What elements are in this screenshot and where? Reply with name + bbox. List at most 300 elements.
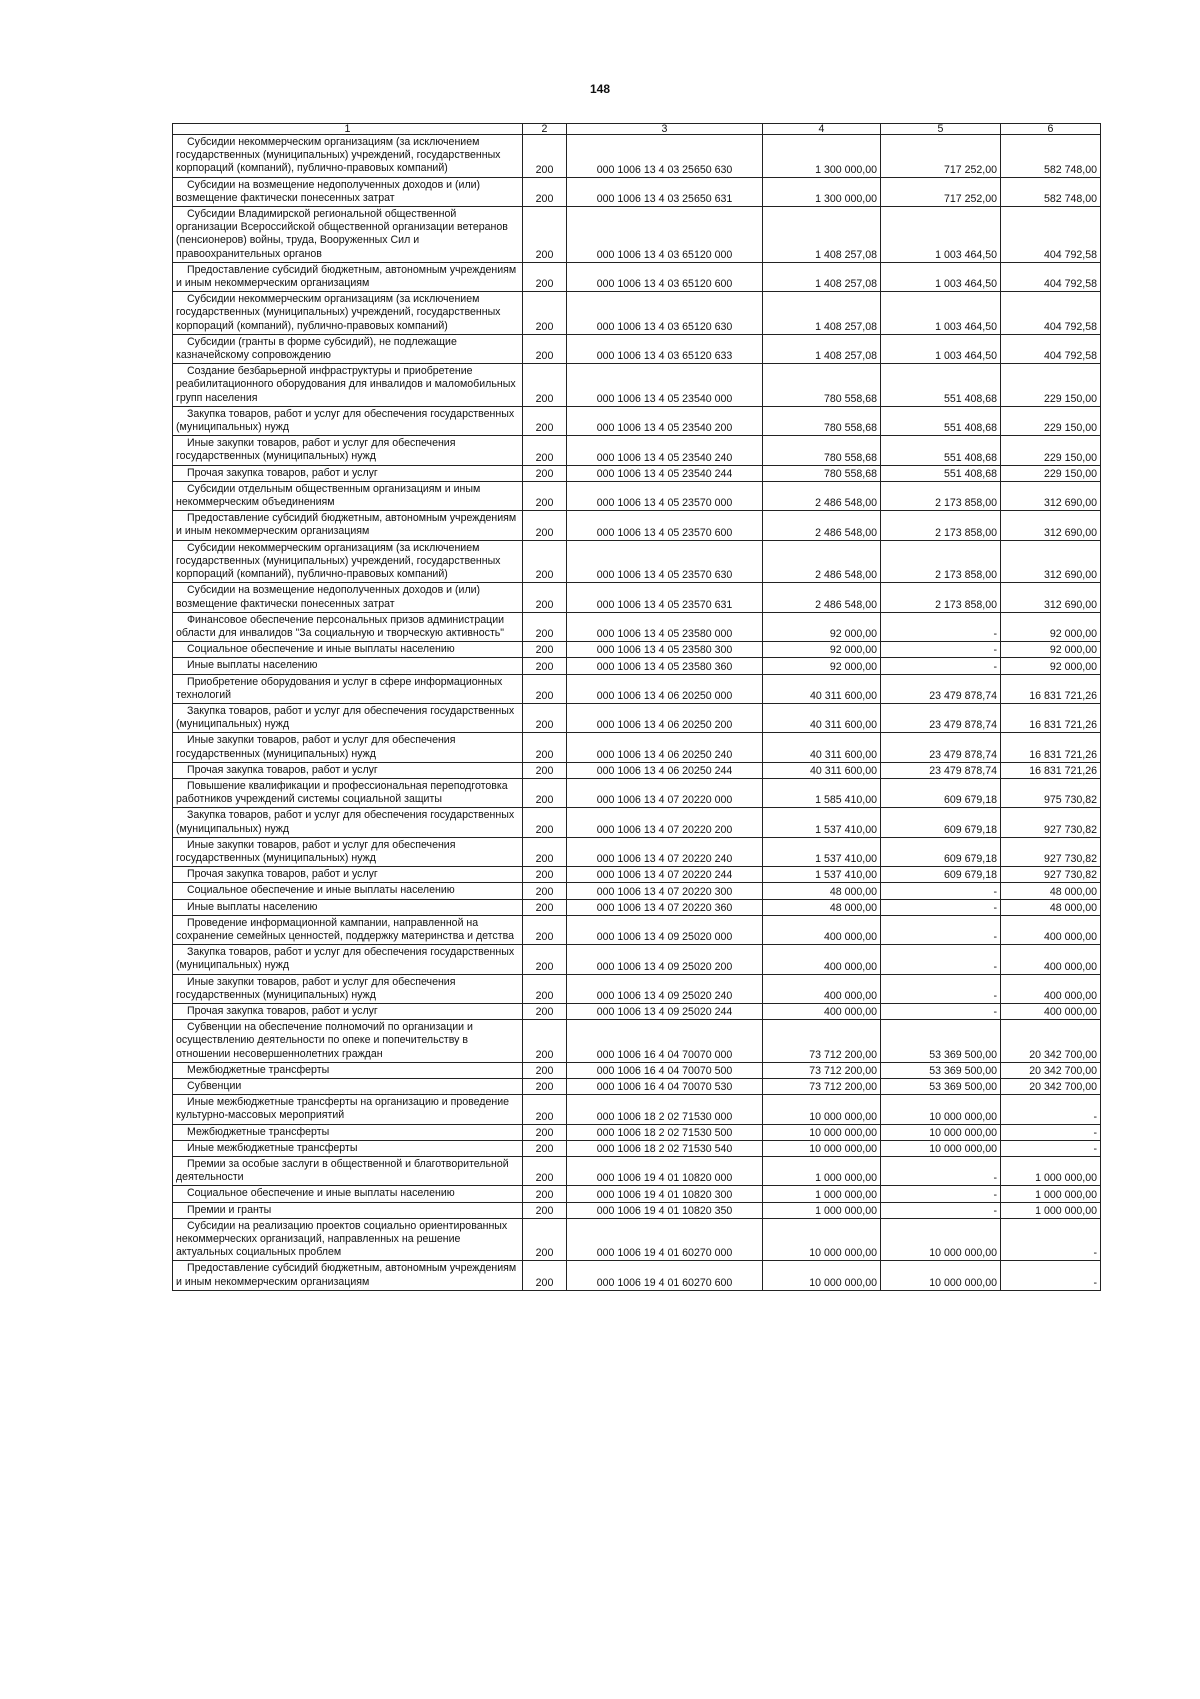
row-column-4-cell: 400 000,00 — [763, 974, 881, 1003]
row-column-4-cell: 1 585 410,00 — [763, 778, 881, 807]
row-column-5-cell: - — [881, 915, 1001, 944]
table-row — [173, 465, 1101, 481]
row-column-6-cell: 16 831 721,26 — [1001, 674, 1101, 703]
row-column-6-cell: 20 342 700,00 — [1001, 1062, 1101, 1078]
row-column-4-cell: 73 712 200,00 — [763, 1020, 881, 1063]
row-admin-code-cell: 200 — [523, 883, 567, 899]
row-name-cell: Субсидии некоммерческим организациям (за исключением государственных (муниципальных) учреждений, государственных корпораций (компаний), публично-правовых компаний) — [173, 135, 523, 178]
table-row — [173, 867, 1101, 883]
row-admin-code-cell: 200 — [523, 364, 567, 407]
row-admin-code-cell: 200 — [523, 808, 567, 837]
row-column-6-cell: 1 000 000,00 — [1001, 1186, 1101, 1202]
row-admin-code-cell: 200 — [523, 658, 567, 674]
row-column-5-cell: - — [881, 883, 1001, 899]
budget-table — [172, 123, 1101, 1291]
row-column-4-cell: 1 408 257,08 — [763, 292, 881, 335]
row-column-6-cell: 400 000,00 — [1001, 974, 1101, 1003]
row-column-4-cell: 92 000,00 — [763, 658, 881, 674]
row-classification-code-cell: 000 1006 13 4 03 25650 631 — [567, 177, 763, 206]
row-admin-code-cell: 200 — [523, 177, 567, 206]
row-column-6-cell: - — [1001, 1218, 1101, 1261]
row-name-cell: Закупка товаров, работ и услуг для обеспечения государственных (муниципальных) нужд — [173, 945, 523, 974]
row-column-4-cell: 40 311 600,00 — [763, 762, 881, 778]
row-column-4-cell: 1 000 000,00 — [763, 1186, 881, 1202]
row-column-5-cell: 609 679,18 — [881, 778, 1001, 807]
table-row — [173, 733, 1101, 762]
table-row — [173, 406, 1101, 435]
row-column-4-cell: 1 537 410,00 — [763, 837, 881, 866]
row-column-6-cell: 975 730,82 — [1001, 778, 1101, 807]
row-column-6-cell: 48 000,00 — [1001, 899, 1101, 915]
table-row — [173, 292, 1101, 335]
row-classification-code-cell: 000 1006 18 2 02 71530 000 — [567, 1095, 763, 1124]
table-row — [173, 837, 1101, 866]
row-name-cell: Субсидии некоммерческим организациям (за исключением государственных (муниципальных) учреждений, государственных корпораций (компаний), публично-правовых компаний) — [173, 292, 523, 335]
row-name-cell: Проведение информационной кампании, направленной на сохранение семейных ценностей, поддержку материнства и детства — [173, 915, 523, 944]
row-classification-code-cell: 000 1006 13 4 07 20220 240 — [567, 837, 763, 866]
row-admin-code-cell: 200 — [523, 540, 567, 583]
row-name-cell: Иные выплаты населению — [173, 899, 523, 915]
row-name-cell: Субсидии отдельным общественным организациям и иным некоммерческим объединениям — [173, 481, 523, 510]
row-column-6-cell: 582 748,00 — [1001, 177, 1101, 206]
table-row — [173, 177, 1101, 206]
row-column-5-cell: 551 408,68 — [881, 436, 1001, 465]
row-name-cell: Субсидии на возмещение недополученных доходов и (или) возмещение фактически понесенных затрат — [173, 583, 523, 612]
row-column-5-cell: 10 000 000,00 — [881, 1124, 1001, 1140]
table-row — [173, 1124, 1101, 1140]
row-column-5-cell: - — [881, 1157, 1001, 1186]
row-column-5-cell: 2 173 858,00 — [881, 540, 1001, 583]
row-admin-code-cell: 200 — [523, 406, 567, 435]
row-column-5-cell: - — [881, 974, 1001, 1003]
row-column-6-cell: 16 831 721,26 — [1001, 762, 1101, 778]
row-admin-code-cell: 200 — [523, 899, 567, 915]
row-classification-code-cell: 000 1006 13 4 07 20220 200 — [567, 808, 763, 837]
table-row — [173, 703, 1101, 732]
row-column-5-cell: 23 479 878,74 — [881, 762, 1001, 778]
row-classification-code-cell: 000 1006 13 4 06 20250 200 — [567, 703, 763, 732]
row-name-cell: Субвенции на обеспечение полномочий по организации и осуществлению деятельности по опеке и попечительству в отношении несовершеннолетних граждан — [173, 1020, 523, 1063]
row-classification-code-cell: 000 1006 16 4 04 70070 000 — [567, 1020, 763, 1063]
row-classification-code-cell: 000 1006 13 4 09 25020 240 — [567, 974, 763, 1003]
row-admin-code-cell: 200 — [523, 674, 567, 703]
row-classification-code-cell: 000 1006 16 4 04 70070 500 — [567, 1062, 763, 1078]
row-admin-code-cell: 200 — [523, 334, 567, 363]
row-column-6-cell: 582 748,00 — [1001, 135, 1101, 178]
row-name-cell: Межбюджетные трансферты — [173, 1124, 523, 1140]
row-column-5-cell: 551 408,68 — [881, 465, 1001, 481]
row-classification-code-cell: 000 1006 13 4 06 20250 000 — [567, 674, 763, 703]
row-column-5-cell: 717 252,00 — [881, 177, 1001, 206]
row-column-5-cell: - — [881, 658, 1001, 674]
row-column-4-cell: 2 486 548,00 — [763, 511, 881, 540]
row-column-5-cell: 2 173 858,00 — [881, 511, 1001, 540]
row-column-6-cell: - — [1001, 1261, 1101, 1290]
row-column-5-cell: - — [881, 1003, 1001, 1019]
table-row — [173, 1095, 1101, 1124]
row-column-5-cell: 609 679,18 — [881, 867, 1001, 883]
table-row — [173, 762, 1101, 778]
table-row — [173, 642, 1101, 658]
row-classification-code-cell: 000 1006 13 4 07 20220 360 — [567, 899, 763, 915]
row-column-4-cell: 73 712 200,00 — [763, 1079, 881, 1095]
table-row — [173, 583, 1101, 612]
row-column-6-cell: 927 730,82 — [1001, 837, 1101, 866]
row-column-5-cell: - — [881, 945, 1001, 974]
row-column-6-cell: 927 730,82 — [1001, 867, 1101, 883]
row-column-6-cell: 404 792,58 — [1001, 292, 1101, 335]
row-column-5-cell: 717 252,00 — [881, 135, 1001, 178]
table-row — [173, 334, 1101, 363]
row-column-5-cell: 23 479 878,74 — [881, 703, 1001, 732]
row-column-6-cell: 404 792,58 — [1001, 207, 1101, 263]
row-column-6-cell: 404 792,58 — [1001, 262, 1101, 291]
row-column-6-cell: 92 000,00 — [1001, 658, 1101, 674]
row-column-5-cell: 10 000 000,00 — [881, 1095, 1001, 1124]
table-row — [173, 674, 1101, 703]
column-header-4: 4 — [763, 124, 881, 135]
row-classification-code-cell: 000 1006 19 4 01 10820 350 — [567, 1202, 763, 1218]
row-column-5-cell: 23 479 878,74 — [881, 674, 1001, 703]
row-name-cell: Премии за особые заслуги в общественной и благотворительной деятельности — [173, 1157, 523, 1186]
row-admin-code-cell: 200 — [523, 733, 567, 762]
table-row — [173, 511, 1101, 540]
row-column-4-cell: 780 558,68 — [763, 465, 881, 481]
row-name-cell: Иные выплаты населению — [173, 658, 523, 674]
row-name-cell: Прочая закупка товаров, работ и услуг — [173, 762, 523, 778]
table-row — [173, 364, 1101, 407]
row-admin-code-cell: 200 — [523, 974, 567, 1003]
row-admin-code-cell: 200 — [523, 1202, 567, 1218]
row-column-6-cell: 312 690,00 — [1001, 481, 1101, 510]
row-classification-code-cell: 000 1006 13 4 05 23570 000 — [567, 481, 763, 510]
row-classification-code-cell: 000 1006 13 4 06 20250 244 — [567, 762, 763, 778]
row-column-6-cell: 400 000,00 — [1001, 915, 1101, 944]
row-name-cell: Прочая закупка товаров, работ и услуг — [173, 465, 523, 481]
row-column-4-cell: 92 000,00 — [763, 612, 881, 641]
table-row — [173, 808, 1101, 837]
row-column-6-cell: 312 690,00 — [1001, 583, 1101, 612]
row-admin-code-cell: 200 — [523, 642, 567, 658]
row-column-4-cell: 10 000 000,00 — [763, 1124, 881, 1140]
row-column-6-cell: 927 730,82 — [1001, 808, 1101, 837]
row-column-4-cell: 1 537 410,00 — [763, 867, 881, 883]
table-row — [173, 1140, 1101, 1156]
row-name-cell: Иные закупки товаров, работ и услуг для обеспечения государственных (муниципальных) нужд — [173, 974, 523, 1003]
row-admin-code-cell: 200 — [523, 436, 567, 465]
row-column-4-cell: 1 000 000,00 — [763, 1157, 881, 1186]
row-classification-code-cell: 000 1006 19 4 01 60270 600 — [567, 1261, 763, 1290]
row-column-4-cell: 92 000,00 — [763, 642, 881, 658]
row-classification-code-cell: 000 1006 13 4 09 25020 000 — [567, 915, 763, 944]
table-row — [173, 1079, 1101, 1095]
row-column-5-cell: - — [881, 899, 1001, 915]
row-classification-code-cell: 000 1006 13 4 03 65120 000 — [567, 207, 763, 263]
row-admin-code-cell: 200 — [523, 1218, 567, 1261]
row-admin-code-cell: 200 — [523, 262, 567, 291]
row-name-cell: Предоставление субсидий бюджетным, автономным учреждениям и иным некоммерческим организациям — [173, 262, 523, 291]
row-classification-code-cell: 000 1006 13 4 03 65120 633 — [567, 334, 763, 363]
row-admin-code-cell: 200 — [523, 1079, 567, 1095]
row-column-4-cell: 1 300 000,00 — [763, 177, 881, 206]
row-column-5-cell: 23 479 878,74 — [881, 733, 1001, 762]
table-row — [173, 1157, 1101, 1186]
row-column-4-cell: 400 000,00 — [763, 945, 881, 974]
row-name-cell: Создание безбарьерной инфраструктуры и приобретение реабилитационного оборудования для инвалидов и маломобильных групп населения — [173, 364, 523, 407]
row-column-4-cell: 40 311 600,00 — [763, 703, 881, 732]
row-name-cell: Закупка товаров, работ и услуг для обеспечения государственных (муниципальных) нужд — [173, 406, 523, 435]
row-classification-code-cell: 000 1006 19 4 01 10820 300 — [567, 1186, 763, 1202]
row-column-4-cell: 48 000,00 — [763, 899, 881, 915]
row-column-5-cell: 10 000 000,00 — [881, 1218, 1001, 1261]
table-row — [173, 1261, 1101, 1290]
row-classification-code-cell: 000 1006 18 2 02 71530 500 — [567, 1124, 763, 1140]
row-column-5-cell: 2 173 858,00 — [881, 481, 1001, 510]
row-name-cell: Иные межбюджетные трансферты на организацию и проведение культурно-массовых мероприятий — [173, 1095, 523, 1124]
table-row — [173, 658, 1101, 674]
row-name-cell: Субсидии некоммерческим организациям (за исключением государственных (муниципальных) учреждений, государственных корпораций (компаний), публично-правовых компаний) — [173, 540, 523, 583]
row-admin-code-cell: 200 — [523, 867, 567, 883]
row-classification-code-cell: 000 1006 13 4 05 23540 240 — [567, 436, 763, 465]
row-name-cell: Прочая закупка товаров, работ и услуг — [173, 867, 523, 883]
row-classification-code-cell: 000 1006 13 4 05 23570 631 — [567, 583, 763, 612]
row-classification-code-cell: 000 1006 13 4 07 20220 244 — [567, 867, 763, 883]
row-admin-code-cell: 200 — [523, 915, 567, 944]
row-column-6-cell: 312 690,00 — [1001, 511, 1101, 540]
row-column-6-cell: 400 000,00 — [1001, 1003, 1101, 1019]
table-row — [173, 481, 1101, 510]
table-body — [173, 135, 1101, 1291]
row-column-6-cell: 92 000,00 — [1001, 612, 1101, 641]
row-column-4-cell: 400 000,00 — [763, 915, 881, 944]
row-classification-code-cell: 000 1006 13 4 03 25650 630 — [567, 135, 763, 178]
row-column-6-cell: 48 000,00 — [1001, 883, 1101, 899]
table-row — [173, 1202, 1101, 1218]
row-column-4-cell: 10 000 000,00 — [763, 1261, 881, 1290]
row-column-4-cell: 40 311 600,00 — [763, 674, 881, 703]
row-column-6-cell: 229 150,00 — [1001, 465, 1101, 481]
row-name-cell: Субсидии на реализацию проектов социально ориентированных некоммерческих организаций, направленных на решение актуальных социальных проблем — [173, 1218, 523, 1261]
row-classification-code-cell: 000 1006 13 4 03 65120 630 — [567, 292, 763, 335]
row-column-6-cell: 400 000,00 — [1001, 945, 1101, 974]
row-column-4-cell: 40 311 600,00 — [763, 733, 881, 762]
row-column-6-cell: - — [1001, 1140, 1101, 1156]
table-row — [173, 1218, 1101, 1261]
table-row — [173, 135, 1101, 178]
row-column-4-cell: 2 486 548,00 — [763, 481, 881, 510]
row-column-6-cell: 16 831 721,26 — [1001, 703, 1101, 732]
row-column-4-cell: 10 000 000,00 — [763, 1140, 881, 1156]
column-header-5: 5 — [881, 124, 1001, 135]
row-classification-code-cell: 000 1006 13 4 03 65120 600 — [567, 262, 763, 291]
row-name-cell: Субвенции — [173, 1079, 523, 1095]
row-admin-code-cell: 200 — [523, 135, 567, 178]
row-column-6-cell: 16 831 721,26 — [1001, 733, 1101, 762]
row-classification-code-cell: 000 1006 19 4 01 60270 000 — [567, 1218, 763, 1261]
row-name-cell: Иные закупки товаров, работ и услуг для обеспечения государственных (муниципальных) нужд — [173, 733, 523, 762]
row-classification-code-cell: 000 1006 13 4 05 23540 244 — [567, 465, 763, 481]
row-column-5-cell: 551 408,68 — [881, 406, 1001, 435]
row-column-4-cell: 780 558,68 — [763, 406, 881, 435]
row-classification-code-cell: 000 1006 16 4 04 70070 530 — [567, 1079, 763, 1095]
row-column-6-cell: 312 690,00 — [1001, 540, 1101, 583]
table-row — [173, 899, 1101, 915]
row-name-cell: Закупка товаров, работ и услуг для обеспечения государственных (муниципальных) нужд — [173, 808, 523, 837]
row-name-cell: Повышение квалификации и профессиональная переподготовка работников учреждений системы социальной защиты — [173, 778, 523, 807]
row-column-5-cell: - — [881, 1186, 1001, 1202]
row-column-6-cell: 1 000 000,00 — [1001, 1157, 1101, 1186]
row-name-cell: Субсидии на возмещение недополученных доходов и (или) возмещение фактически понесенных затрат — [173, 177, 523, 206]
row-column-4-cell: 1 408 257,08 — [763, 334, 881, 363]
row-name-cell: Социальное обеспечение и иные выплаты населению — [173, 642, 523, 658]
row-column-5-cell: 1 003 464,50 — [881, 207, 1001, 263]
row-classification-code-cell: 000 1006 18 2 02 71530 540 — [567, 1140, 763, 1156]
row-name-cell: Иные межбюджетные трансферты — [173, 1140, 523, 1156]
row-name-cell: Предоставление субсидий бюджетным, автономным учреждениям и иным некоммерческим организациям — [173, 1261, 523, 1290]
row-column-5-cell: 551 408,68 — [881, 364, 1001, 407]
row-column-6-cell: 229 150,00 — [1001, 436, 1101, 465]
row-column-4-cell: 2 486 548,00 — [763, 583, 881, 612]
row-name-cell: Закупка товаров, работ и услуг для обеспечения государственных (муниципальных) нужд — [173, 703, 523, 732]
row-column-5-cell: 53 369 500,00 — [881, 1020, 1001, 1063]
row-admin-code-cell: 200 — [523, 837, 567, 866]
table-row — [173, 915, 1101, 944]
row-column-6-cell: 229 150,00 — [1001, 406, 1101, 435]
row-column-4-cell: 73 712 200,00 — [763, 1062, 881, 1078]
row-name-cell: Финансовое обеспечение персональных призов администрации области для инвалидов "За социальную и творческую активность" — [173, 612, 523, 641]
row-classification-code-cell: 000 1006 13 4 06 20250 240 — [567, 733, 763, 762]
row-column-4-cell: 48 000,00 — [763, 883, 881, 899]
table-row — [173, 1186, 1101, 1202]
row-column-6-cell: - — [1001, 1124, 1101, 1140]
row-admin-code-cell: 200 — [523, 1020, 567, 1063]
row-name-cell: Субсидии Владимирской региональной общественной организации Всероссийской общественной организации ветеранов (пенсионеров) войны, труда, Вооруженных Сил и правоохранительных органов — [173, 207, 523, 263]
table-row — [173, 1003, 1101, 1019]
row-column-4-cell: 1 537 410,00 — [763, 808, 881, 837]
row-name-cell: Социальное обеспечение и иные выплаты населению — [173, 883, 523, 899]
row-name-cell: Прочая закупка товаров, работ и услуг — [173, 1003, 523, 1019]
row-column-5-cell: 609 679,18 — [881, 808, 1001, 837]
row-column-5-cell: - — [881, 612, 1001, 641]
row-column-5-cell: 10 000 000,00 — [881, 1140, 1001, 1156]
table-row — [173, 883, 1101, 899]
row-column-5-cell: 53 369 500,00 — [881, 1062, 1001, 1078]
row-admin-code-cell: 200 — [523, 481, 567, 510]
row-classification-code-cell: 000 1006 13 4 07 20220 300 — [567, 883, 763, 899]
row-admin-code-cell: 200 — [523, 1186, 567, 1202]
row-column-5-cell: - — [881, 642, 1001, 658]
row-column-5-cell: - — [881, 1202, 1001, 1218]
table-row — [173, 778, 1101, 807]
row-classification-code-cell: 000 1006 13 4 05 23580 300 — [567, 642, 763, 658]
row-classification-code-cell: 000 1006 13 4 09 25020 244 — [567, 1003, 763, 1019]
row-classification-code-cell: 000 1006 13 4 07 20220 000 — [567, 778, 763, 807]
row-column-4-cell: 780 558,68 — [763, 364, 881, 407]
row-column-4-cell: 10 000 000,00 — [763, 1095, 881, 1124]
row-column-4-cell: 2 486 548,00 — [763, 540, 881, 583]
row-admin-code-cell: 200 — [523, 583, 567, 612]
table-row — [173, 540, 1101, 583]
row-column-6-cell: 404 792,58 — [1001, 334, 1101, 363]
table-row — [173, 262, 1101, 291]
row-column-5-cell: 1 003 464,50 — [881, 262, 1001, 291]
row-admin-code-cell: 200 — [523, 1124, 567, 1140]
row-admin-code-cell: 200 — [523, 762, 567, 778]
row-admin-code-cell: 200 — [523, 465, 567, 481]
row-admin-code-cell: 200 — [523, 1003, 567, 1019]
row-column-5-cell: 53 369 500,00 — [881, 1079, 1001, 1095]
row-admin-code-cell: 200 — [523, 1062, 567, 1078]
row-column-5-cell: 609 679,18 — [881, 837, 1001, 866]
row-column-4-cell: 1 000 000,00 — [763, 1202, 881, 1218]
row-admin-code-cell: 200 — [523, 703, 567, 732]
row-column-5-cell: 1 003 464,50 — [881, 292, 1001, 335]
table-row — [173, 945, 1101, 974]
row-column-4-cell: 1 408 257,08 — [763, 262, 881, 291]
table-row — [173, 207, 1101, 263]
row-column-5-cell: 2 173 858,00 — [881, 583, 1001, 612]
table-row — [173, 612, 1101, 641]
row-name-cell: Межбюджетные трансферты — [173, 1062, 523, 1078]
row-admin-code-cell: 200 — [523, 511, 567, 540]
row-classification-code-cell: 000 1006 13 4 05 23570 630 — [567, 540, 763, 583]
table-row — [173, 436, 1101, 465]
row-classification-code-cell: 000 1006 13 4 05 23540 000 — [567, 364, 763, 407]
row-classification-code-cell: 000 1006 13 4 05 23580 360 — [567, 658, 763, 674]
row-admin-code-cell: 200 — [523, 1095, 567, 1124]
row-admin-code-cell: 200 — [523, 1140, 567, 1156]
row-column-4-cell: 780 558,68 — [763, 436, 881, 465]
row-admin-code-cell: 200 — [523, 945, 567, 974]
row-admin-code-cell: 200 — [523, 1157, 567, 1186]
table-row — [173, 974, 1101, 1003]
row-column-6-cell: 229 150,00 — [1001, 364, 1101, 407]
page-number: 148 — [589, 82, 611, 96]
row-column-6-cell: 92 000,00 — [1001, 642, 1101, 658]
row-column-6-cell: 1 000 000,00 — [1001, 1202, 1101, 1218]
row-column-5-cell: 1 003 464,50 — [881, 334, 1001, 363]
column-header-2: 2 — [523, 124, 567, 135]
row-admin-code-cell: 200 — [523, 292, 567, 335]
row-column-6-cell: - — [1001, 1095, 1101, 1124]
row-column-4-cell: 10 000 000,00 — [763, 1218, 881, 1261]
row-column-5-cell: 10 000 000,00 — [881, 1261, 1001, 1290]
row-classification-code-cell: 000 1006 13 4 05 23580 000 — [567, 612, 763, 641]
column-header-3: 3 — [567, 124, 763, 135]
row-column-6-cell: 20 342 700,00 — [1001, 1079, 1101, 1095]
row-name-cell: Предоставление субсидий бюджетным, автономным учреждениям и иным некоммерческим организациям — [173, 511, 523, 540]
row-column-6-cell: 20 342 700,00 — [1001, 1020, 1101, 1063]
row-column-4-cell: 1 408 257,08 — [763, 207, 881, 263]
header-row — [173, 124, 1101, 135]
row-classification-code-cell: 000 1006 19 4 01 10820 000 — [567, 1157, 763, 1186]
row-name-cell: Социальное обеспечение и иные выплаты населению — [173, 1186, 523, 1202]
column-header-1: 1 — [173, 124, 523, 135]
row-classification-code-cell: 000 1006 13 4 05 23570 600 — [567, 511, 763, 540]
row-name-cell: Иные закупки товаров, работ и услуг для обеспечения государственных (муниципальных) нужд — [173, 837, 523, 866]
column-header-6: 6 — [1001, 124, 1101, 135]
row-name-cell: Премии и гранты — [173, 1202, 523, 1218]
row-admin-code-cell: 200 — [523, 612, 567, 641]
row-column-4-cell: 400 000,00 — [763, 1003, 881, 1019]
row-admin-code-cell: 200 — [523, 207, 567, 263]
row-name-cell: Приобретение оборудования и услуг в сфере информационных технологий — [173, 674, 523, 703]
row-admin-code-cell: 200 — [523, 1261, 567, 1290]
table-row — [173, 1062, 1101, 1078]
row-name-cell: Иные закупки товаров, работ и услуг для обеспечения государственных (муниципальных) нужд — [173, 436, 523, 465]
table-row — [173, 1020, 1101, 1063]
row-admin-code-cell: 200 — [523, 778, 567, 807]
